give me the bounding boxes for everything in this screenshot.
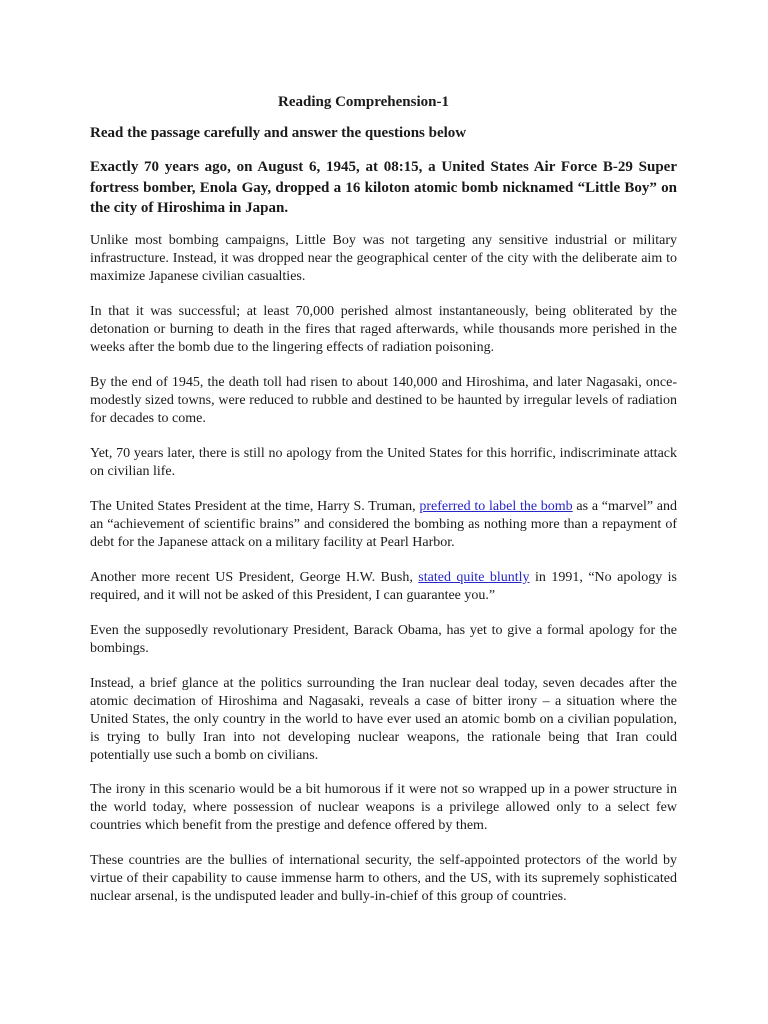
paragraph-7: Even the supposedly revolutionary President, Barack Obama, has yet to give a formal apology for the bombings.	[90, 623, 677, 656]
paragraph-5-text-before: The United States President at the time, Harry S. Truman,	[90, 499, 420, 514]
truman-source-link[interactable]: preferred to label the bomb	[419, 499, 573, 514]
instruction-text: Read the passage carefully and answer the questions below	[90, 125, 467, 141]
paragraph-3: By the end of 1945, the death toll had risen to about 140,000 and Hiroshima, and later Nagasaki, once-modestly sized towns, were reduced to rubble and destined to be haunted by irregular levels of radiation for decades to come.	[90, 375, 677, 426]
paragraph-2: In that it was successful; at least 70,000 perished almost instantaneously, being obliterated by the detonation or burning to death in the fires that raged afterwards, while thousands more perished in the weeks after the bomb due to the lingering effects of radiation poisoning.	[90, 304, 677, 355]
paragraph-1: Unlike most bombing campaigns, Little Boy was not targeting any sensitive industrial or military infrastructure. Instead, it was dropped near the geographical center of the city with the deliberate aim to maximize Japanese civilian casualties.	[90, 233, 677, 284]
paragraph-9: The irony in this scenario would be a bit humorous if it were not so wrapped up in a power structure in the world today, where possession of nuclear weapons is a privilege allowed only to a select few countries which benefit from the prestige and defence offered by them.	[90, 782, 677, 833]
paragraph-4: Yet, 70 years later, there is still no apology from the United States for this horrific, indiscriminate attack on civilian life.	[90, 446, 677, 479]
paragraph-8: Instead, a brief glance at the politics surrounding the Iran nuclear deal today, seven decades after the atomic decimation of Hiroshima and Nagasaki, reveals a case of bitter irony – a situation where the United States, the only country in the world to have ever used an atomic bomb on a civilian population, is trying to bully Iran into not developing nuclear weapons, the rationale being that Iran could potentially use such a bomb on civilians.	[90, 676, 677, 763]
paragraph-6	[90, 569, 677, 605]
paragraph-5	[90, 498, 677, 552]
paragraph-5-text-after: as a “marvel” and an “achievement of scientific brains” and considered the bombing as nothing more than a repayment of debt for the Japanese attack on a military facility at Pearl Harbor.	[90, 499, 678, 550]
paragraph-6-text-before: Another more recent US President, George H.W. Bush,	[90, 570, 419, 585]
paragraph-6-text-after: in 1991, “No apology is required, and it will not be asked of this President, I can guarantee you.”	[90, 570, 678, 603]
lead-paragraph: Exactly 70 years ago, on August 6, 1945, at 08:15, a United States Air Force B-29 Super fortress bomber, Enola Gay, dropped a 16 kiloton atomic bomb nicknamed “Little Boy” on the city of Hiroshima in Japan.	[90, 159, 677, 216]
bush-source-link[interactable]: stated quite bluntly	[418, 570, 530, 585]
paragraph-10: These countries are the bullies of international security, the self-appointed protectors of the world by virtue of their capability to cause immense harm to others, and the US, with its supremely sophisticated nuclear arsenal, is the undisputed leader and bully-in-chief of this group of countries.	[90, 853, 677, 904]
document-title: Reading Comprehension-1	[278, 94, 449, 110]
